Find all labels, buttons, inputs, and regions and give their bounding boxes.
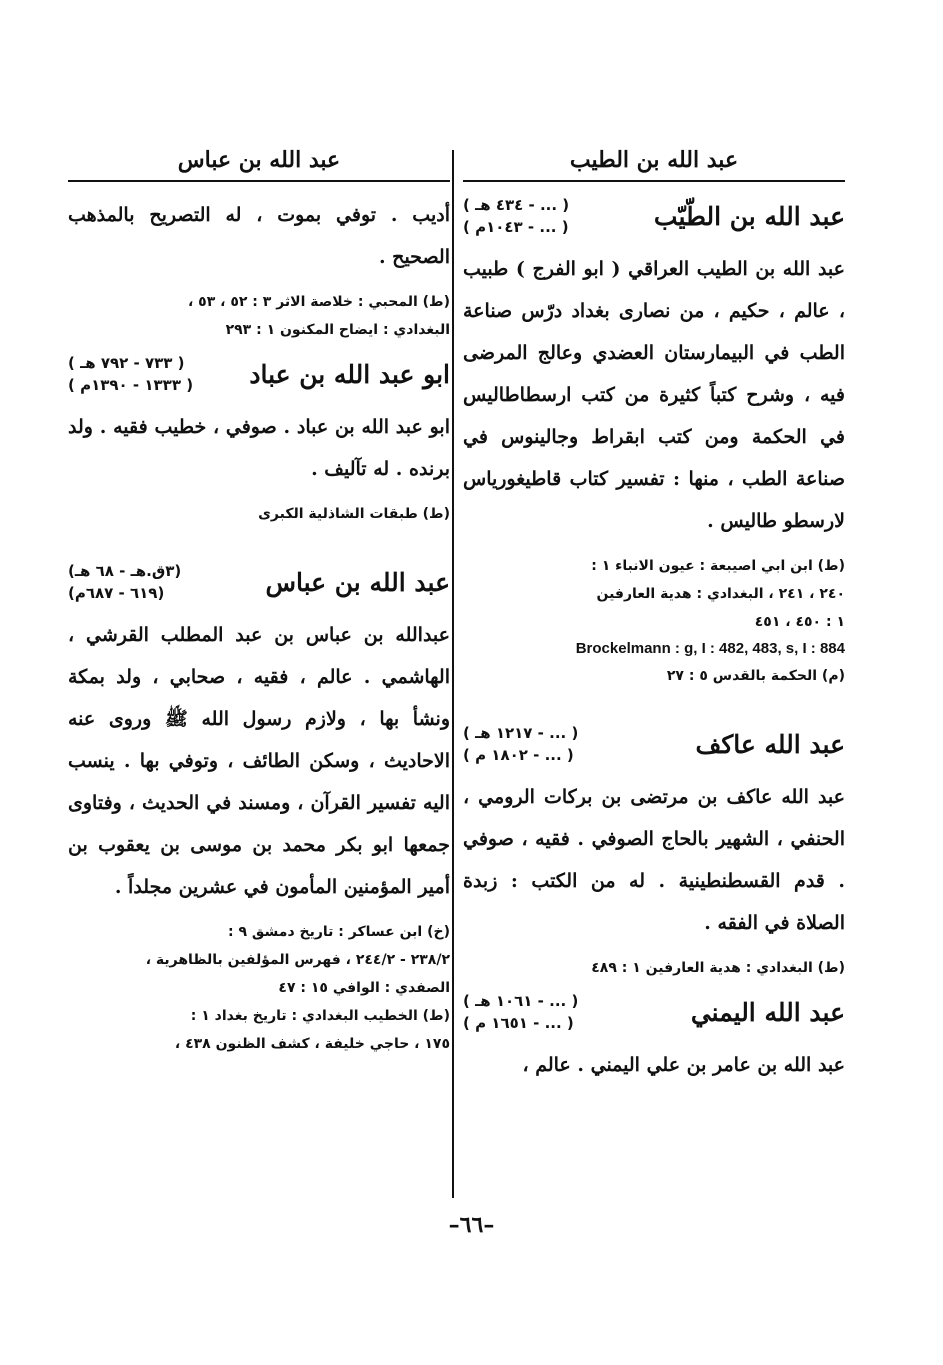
hijri-date: ( ٧٣٣ - ٧٩٢ هـ ) — [68, 354, 185, 372]
entry-heading — [463, 990, 845, 1034]
entry-heading — [463, 722, 845, 766]
latin-reference: Brockelmann : g, I : 482, 483, s, I : 884 — [575, 640, 845, 657]
reference-line: (ط) البغدادي : هدية العارفين ١ : ٤٨٩ — [591, 960, 845, 976]
entry-references — [68, 500, 450, 528]
entry-references — [463, 552, 845, 690]
reference-line: (م) الحكمة بالقدس ٥ : ٢٧ — [666, 668, 845, 684]
hijri-date: ( ... - ١٢١٧ هـ ) — [463, 724, 579, 742]
entry-heading — [68, 560, 450, 604]
gregorian-date: ( ١٣٣٣ - ١٣٩٠م ) — [68, 376, 194, 394]
gregorian-date: ( ... - ١٨٠٢ م ) — [463, 746, 574, 764]
reference-line: ١٧٥ ، حاجي خليفة ، كشف الظنون ٤٣٨ ، — [174, 1036, 450, 1052]
entry-heading — [463, 194, 845, 238]
reference-line: البغدادي : ايضاح المكنون ١ : ٢٩٣ — [225, 322, 450, 338]
entry-akif — [463, 722, 845, 982]
entry-dates — [463, 722, 578, 766]
entry-ibn-al-tayyib — [463, 194, 845, 690]
gregorian-date: (٦١٩ - ٦٨٧م) — [68, 584, 165, 602]
hijri-date: (٣ق.هـ - ٦٨ هـ) — [68, 562, 182, 580]
gregorian-date: ( ... - ١٠٤٣م ) — [463, 218, 569, 236]
entry-title: عبد الله بن الطّيّب — [653, 201, 845, 231]
reference-line: ٢٤٠ ، ٢٤١ ، البغدادي : هدية العارفين — [596, 586, 845, 602]
entry-ibn-abbas — [68, 560, 450, 1058]
reference-line: ٢٣٨/٢ - ٢٤٤/٢ ، فهرس المؤلفين بالظاهرية ، — [145, 952, 450, 968]
entry-body: عبد الله بن عامر بن علي اليمني . عالم ، — [522, 1054, 845, 1076]
entry-dates — [463, 990, 578, 1034]
column-divider — [452, 150, 454, 1198]
entry-body: عبد الله بن الطيب العراقي ( ابو الفرج ) طبيب ، عالم ، حكيم ، من نصارى بغداد درّس صناعة الطب في البيمارستان العضدي وعالج المرضى فيه ، وشرح كتباً كثيرة من كتب ارسطاطاليس في الحكمة ومن كتب ابقراط وجالينوس في صناعة الطب ، منها : تفسير كتاب قاطيغورياس لارسطو طاليس . — [463, 258, 845, 532]
entry-title: ابو عبد الله بن عباد — [249, 359, 450, 389]
entry-body: ابو عبد الله بن عباد . صوفي ، خطيب فقيه . ولد برنده . له تآليف . — [68, 416, 450, 480]
running-head-right: عبد الله بن الطيب — [569, 147, 739, 173]
spacer — [463, 698, 845, 714]
reference-line: (ط) ابن ابي اصيبعة : عيون الانباء ١ : — [591, 558, 845, 574]
entry-heading — [68, 352, 450, 396]
header-rule — [463, 180, 845, 182]
reference-line: (خ) ابن عساكر : تاريخ دمشق ٩ : — [228, 924, 450, 940]
entry-yamani — [463, 990, 845, 1086]
gregorian-date: ( ... - ١٦٥١ م ) — [463, 1014, 574, 1032]
continuation-text: أديب . توفي بموت ، له التصريح بالمذهب الصحيح . — [68, 204, 450, 268]
spacer — [68, 536, 450, 552]
entry-dates — [463, 194, 569, 238]
right-column — [463, 140, 845, 1086]
entry-title: عبد الله عاكف — [695, 729, 845, 759]
entry-body: عبد الله عاكف بن مرتضى بن بركات الرومي ، الحنفي ، الشهير بالحاج الصوفي . فقيه ، صوفي . قدم القسطنطينية . له من الكتب : زبدة الصلاة في الفقه . — [463, 786, 845, 934]
entry-references — [68, 918, 450, 1058]
continuation-references — [68, 288, 450, 344]
entry-dates — [68, 560, 181, 604]
entry-title: عبد الله اليمني — [690, 997, 845, 1027]
hijri-date: ( ... - ٤٣٤ هـ ) — [463, 196, 570, 214]
reference-line: (ط) طبقات الشاذلية الكبرى — [258, 506, 450, 522]
entry-dates — [68, 352, 193, 396]
reference-line: (ط) المحبي : خلاصة الاثر ٣ : ٥٢ ، ٥٣ ، — [187, 294, 450, 310]
entry-body: عبدالله بن عباس بن عبد المطلب القرشي ، الهاشمي . عالم ، فقيه ، صحابي ، ولد بمكة ونشأ بها ، ولازم رسول الله ﷺ وروى عنه الاحاديث ، وسكن الطائف ، وتوفي بها . ينسب اليه تفسير القرآن ، ومسند في الحديث ، وفتاوى جمعها ابو بكر محمد بن موسى بن يعقوب بن أمير المؤمنين المأمون في عشرين مجلداً . — [68, 624, 450, 898]
reference-line: (ط) الخطيب البغدادي : تاريخ بغداد ١ : — [190, 1008, 450, 1024]
hijri-date: ( ... - ١٠٦١ هـ ) — [463, 992, 579, 1010]
page-number: –٦٦– — [448, 1212, 495, 1238]
reference-line: ١ : ٤٥٠ ، ٤٥١ — [754, 614, 845, 630]
reference-line: الصفدي : الوافي ١٥ : ٤٧ — [278, 980, 450, 996]
header-rule — [68, 180, 450, 182]
running-head-left: عبد الله بن عباس — [177, 147, 341, 173]
continued-entry — [68, 194, 450, 344]
left-column — [68, 140, 450, 1066]
entry-references — [463, 954, 845, 982]
entry-title: عبد الله بن عباس — [265, 567, 450, 597]
entry-ibn-abbad — [68, 352, 450, 528]
